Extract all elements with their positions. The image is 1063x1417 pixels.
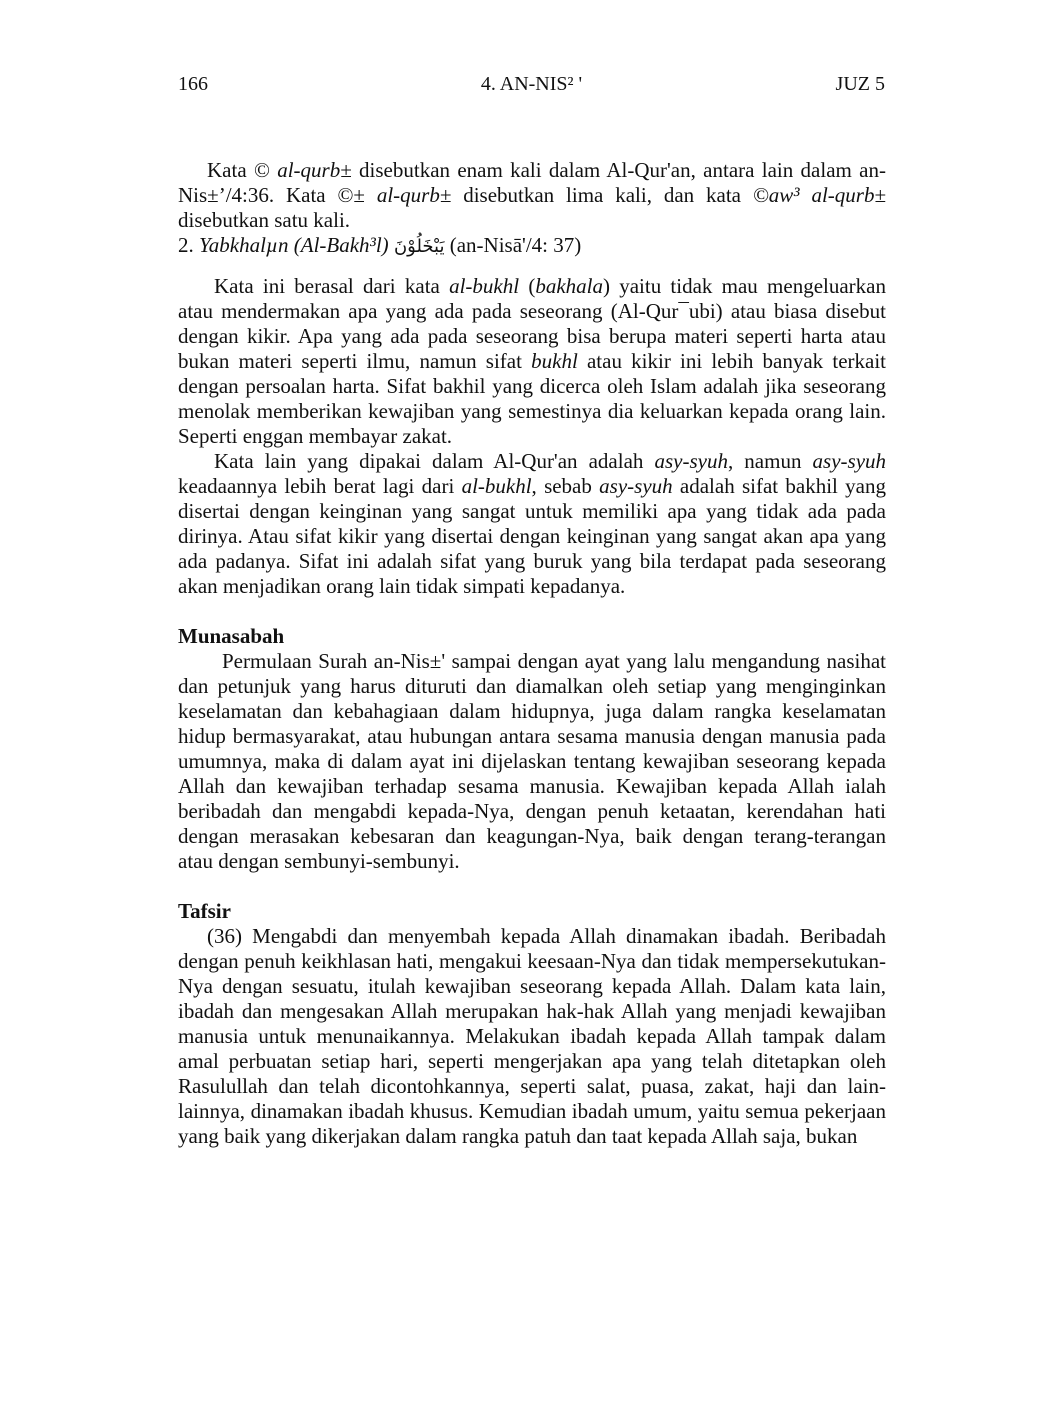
text-run: Kata	[207, 158, 254, 182]
paragraph-munasabah: Permulaan Surah an-Nis±' sampai dengan ayat yang lalu mengandung nasihat dan petunjuk yang harus dituruti dan diamalkan oleh setiap yang menginginkan keselamatan dan kebahagiaan dalam hidupnya, juga dalam rangka keselamatan hidup bermasyarakat, atau hubungan antara sesama manusia dengan manusia pada umumnya, maka di dalam ayat ini dijelaskan tentang kewajiban seseorang kepada Allah dan kewajiban terhadap sesama manusia. Kewajiban kepada Allah ialah beribadah dan mengabdi kepada-Nya, dengan penuh ketaatan, kerendahan hati dengan merasakan kebesaran dan keagungan-Nya, baik dengan terang-terangan atau dengan sembunyi-sembunyi.	[178, 649, 886, 873]
italic-term: asy-syuh	[812, 449, 887, 473]
text-run: Kata ini berasal dari kata	[214, 274, 450, 298]
text-run: , sebab	[531, 474, 600, 498]
text-run: keadaannya lebih berat lagi dari	[178, 474, 462, 498]
text-run: atau kikir ini lebih banyak terkait dengan persoalan harta. Sifat bakhil yang dicerca oleh Islam adalah jika seseorang menolak memberikan kewajiban yang semestinya dia keluarkan kepada orang lain. Seperti enggan membayar zakat.	[178, 349, 887, 448]
text-run: adalah sifat bakhil yang disertai dengan keinginan yang sangat untuk memiliki apa yang tidak ada pada dirinya. Atau sifat kikir yang disertai dengan keinginan yang sangat akan apa yang ada padanya. Sifat ini adalah sifat yang buruk yang bila terdapat pada seseorang akan menjadikan orang lain tidak simpati kepadanya.	[178, 474, 886, 598]
italic-term: al-bukhl	[461, 474, 532, 498]
text-run: ) yaitu tidak mau mengeluarkan atau mendermakan apa yang ada pada seseorang (Al-Qur¯ubi) atau biasa disebut dengan kikir. Apa yang ada pada seseorang bisa berupa materi seperti harta atau bukan materi seperti ilmu, namun sifat	[178, 274, 886, 373]
running-header-juz: JUZ 5	[835, 73, 885, 95]
text-run: disebutkan enam kali dalam Al-Qur'an, antara lain dalam an-Nis±’/4:36. Kata	[178, 158, 886, 207]
section-heading-tafsir: Tafsir	[178, 899, 231, 923]
item-term: Yabkhalµn (Al-Bakh³l)	[199, 233, 389, 257]
text-run: , namun	[727, 449, 813, 473]
italic-term: ©aw³ al-qurb±	[752, 183, 886, 207]
section-heading-munasabah: Munasabah	[178, 624, 285, 648]
italic-term: al-qurb±	[277, 158, 352, 182]
italic-term: asy-syuh	[654, 449, 728, 473]
item-number: 2.	[178, 233, 199, 257]
text-run: (	[519, 274, 536, 298]
italic-term: bakhala	[535, 274, 603, 298]
text-run: ©	[253, 158, 278, 182]
italic-term: al-qurb±	[376, 183, 452, 207]
page-body	[178, 158, 886, 1149]
italic-term: bukhl	[531, 349, 578, 373]
arabic-word: يَبْخَلُوْنَ	[393, 236, 445, 257]
text-run: disebutkan satu kali.	[178, 208, 351, 232]
paragraph-al-qurba	[178, 158, 886, 233]
text-run: Kata lain yang dipakai dalam Al-Qur'an adalah	[214, 449, 655, 473]
verse-reference: (an-Nisā'/4: 37)	[449, 233, 582, 257]
paragraph-tafsir: (36) Mengabdi dan menyembah kepada Allah dinamakan ibadah. Beribadah dengan penuh keikhlasan hati, mengakui keesaan-Nya dan tidak mempersekutukan-Nya dengan sesuatu, itulah kewajiban seseorang kepada Allah. Dalam kata lain, ibadah dan mengesakan Allah merupakan hak-hak Allah yang menjadi kewajiban manusia untuk menunaikannya. Melakukan ibadah kepada Allah tampak dalam amal perbuatan setiap hari, seperti mengerjakan apa yang telah ditetapkan oleh Rasulullah dan telah dicontohkannya, seperti salat, puasa, zakat, haji dan lain-lainnya, dinamakan ibadah khusus. Kemudian ibadah umum, yaitu semua pekerjaan yang baik yang dikerjakan dalam rangka patuh dan taat kepada Allah saja, bukan	[178, 924, 886, 1148]
running-header-surah: 4. AN-NIS² '	[480, 73, 583, 95]
page-number: 166	[178, 73, 208, 95]
italic-term: al-bukhl	[449, 274, 520, 298]
text-run: disebutkan lima kali, dan kata	[451, 183, 753, 207]
paragraph-al-bukhl	[178, 274, 886, 449]
vocabulary-item-2	[178, 233, 886, 259]
italic-term: asy-syuh	[599, 474, 673, 498]
paragraph-asy-syuh	[178, 449, 886, 599]
text-run: ©±	[337, 183, 377, 207]
